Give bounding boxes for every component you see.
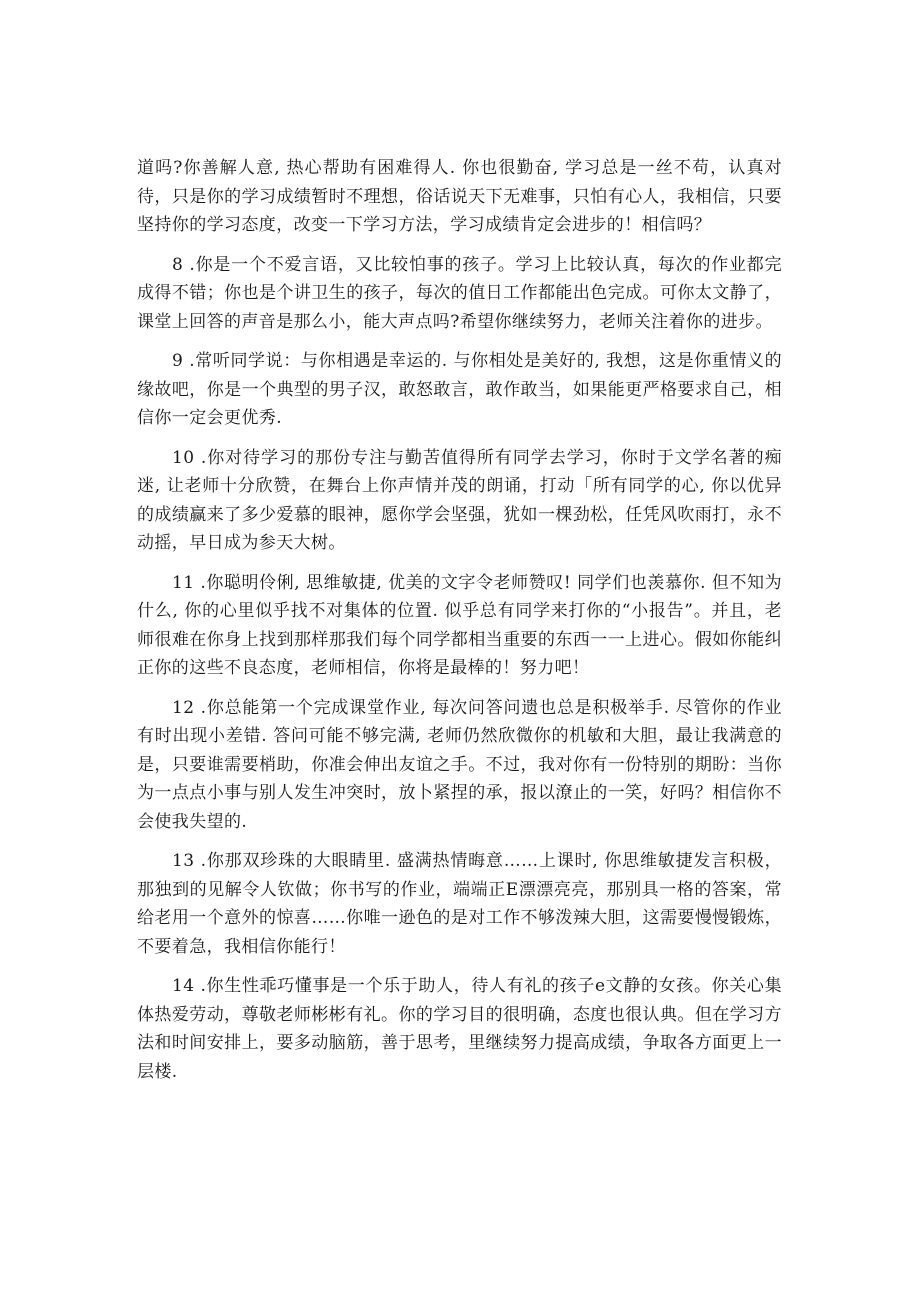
- comment-item-10: 10 .你对待学习的那份专注与勤苦值得所有同学去学习，你时于文学名著的痴迷, 让老师十分欣赞，在舞台上你声情并茂的朗诵，打动「所有同学的心, 你以优异的成绩赢来了多少爱慕的眼神，愿你学会坚强，犹如一棵劲松，任凭风吹雨打，永不动摇，早日成为参天大树。: [137, 447, 782, 553]
- document-body: [137, 154, 782, 1097]
- comment-item-13: 13 .你那双珍珠的大眼睛里. 盛满热情晦意……上课时, 你思维敏捷发言积极，那独到的见解令人钦做；你书写的作业，端端正E漂漂亮亮，那别具一格的答案，常给老用一个意外的惊喜……你唯一逊色的是对工作不够泼辣大胆，这需要慢慢锻炼，不要着急，我相信你能行！: [137, 851, 782, 957]
- comment-item-12: 12 .你总能第一个完成课堂作业, 每次问答问遗也总是积极举手. 尽管你的作业有时出现小差错. 答问可能不够完满, 老师仍然欣微你的机敏和大胆，最让我满意的是，只要谁需要梢助，你准会伸出友谊之手。不过，我对你有一份特别的期盼：当你为一点点小事与别人发生冲突时，放卜紧捏的承，报以潦止的一笑，好吗？相信你不会使我失望的.: [137, 697, 782, 832]
- comment-item-9: 9 .常听同学说：与你相遇是幸运的. 与你相处是美好的, 我想，这是你重情义的缘故吧，你是一个典型的男子汉，敢怒敢言，敢作敢当，如果能更严格要求自己，相信你一定会更优秀.: [137, 351, 782, 428]
- comment-item-11: 11 .你聪明伶俐, 思维敏捷, 优美的文字令老师赞叹! 同学们也羡慕你. 但不知为什么, 你的心里似乎找不对集体的位置. 似乎总有同学来打你的“小报告”。并且，老师很难在你身上找到那样那我们每个同学都相当重要的东西一一上进心。假如你能纠正你的这些不良态度，老师相信，你将是最棒的！努力吧！: [137, 572, 782, 678]
- paragraph-continuation: 道吗?你善解人意, 热心帮助有困难得人. 你也很勤奋, 学习总是一丝不苟，认真对待，只是你的学习成绩暂时不理想，俗话说天下无难事，只怕有心人，我相信，只要坚持你的学习态度，改变一下学习方法，学习成绩肯定会进步的！相信吗？: [137, 158, 782, 235]
- comment-item-8: 8 .你是一个不爱言语，又比较怕事的孩子。学习上比较认真，每次的作业都完成得不错；你也是个讲卫生的孩子，每次的值日工作都能出色完成。可你太文静了，课堂上回答的声音是那么小，能大声点吗?希望你继续努力，老师关注着你的进步。: [137, 254, 782, 332]
- comment-item-14: 14 .你生性乖巧懂事是一个乐于助人，待人有礼的孩子e文静的女孩。你关心集体热爱劳动，尊敬老师彬彬有礼。你的学习目的很明确，态度也很认典。但在学习方法和时间安排上，要多动脑筋，善于思考，里继续努力提高成绩，争取各方面更上一层楼.: [137, 976, 782, 1082]
